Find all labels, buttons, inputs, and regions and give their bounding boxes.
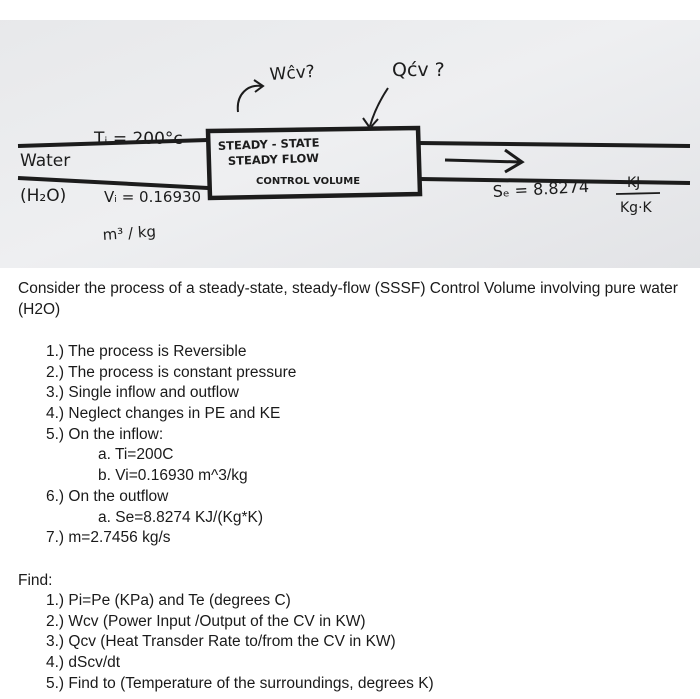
- find-list: [46, 591, 686, 694]
- find-item: 5.) Find to (Temperature of the surroundings, degrees K): [46, 674, 434, 692]
- cv-label-line1: STEADY - STATE: [217, 135, 320, 153]
- inlet-label-water: Water: [20, 151, 71, 171]
- find-label: Find:: [18, 572, 53, 589]
- find-item: 2.) Wcv (Power Input /Output of the CV in KW): [46, 612, 366, 630]
- outflow-entropy: a. Se=8.8274 KJ/(Kg*K): [98, 508, 264, 526]
- given-item: 4.) Neglect changes in PE and KE: [46, 405, 281, 423]
- inflow-volume: b. Vi=0.16930 m^3/kg: [98, 467, 248, 485]
- given-item: 2.) The process is constant pressure: [46, 363, 297, 381]
- outlet-unit-numerator: KJ: [627, 175, 641, 191]
- given-item: 5.) On the inflow:: [46, 425, 164, 443]
- cv-label-line3: CONTROL VOLUME: [256, 176, 361, 187]
- givens-list: [46, 342, 686, 549]
- find-item: 3.) Qcv (Heat Transder Rate to/from the CV in KW): [46, 633, 396, 651]
- outflow-heading: 6.) On the outflow: [46, 487, 169, 505]
- problem-statement: [18, 278, 688, 692]
- outlet-unit-fraction-bar: [616, 193, 660, 194]
- given-item: 1.) The process is Reversible: [46, 343, 247, 360]
- find-item: 1.) Pi=Pe (KPa) and Te (degrees C): [46, 592, 291, 609]
- outlet-entropy: Sₑ = 8.8274: [492, 176, 590, 201]
- flow-arrow-shaft: [445, 160, 520, 162]
- given-item: 3.) Single inflow and outflow: [46, 384, 240, 402]
- inlet-label-formula: (H₂O): [20, 186, 67, 206]
- inflow-temperature: a. Ti=200C: [98, 446, 174, 464]
- find-item: 4.) dScv/dt: [46, 654, 121, 672]
- heat-label: Qćv ?: [392, 59, 445, 81]
- inlet-temperature: Tᵢ = 200°c: [94, 129, 183, 149]
- work-label: Wĉv?: [268, 61, 316, 85]
- problem-intro: Consider the process of a steady-state, steady-flow (SSSF) Control Volume involving pure water (H2O): [18, 280, 678, 318]
- outlet-unit-denominator: Kg·K: [620, 200, 652, 216]
- handwritten-diagram: [0, 0, 700, 268]
- inlet-specific-volume: Vᵢ = 0.16930: [104, 188, 202, 206]
- inlet-volume-unit: m³ / kg: [102, 222, 157, 244]
- cv-label-line2: STEADY FLOW: [227, 150, 320, 168]
- photo-top-band: [0, 0, 700, 20]
- mass-flow-rate: 7.) m=2.7456 kg/s: [46, 529, 171, 547]
